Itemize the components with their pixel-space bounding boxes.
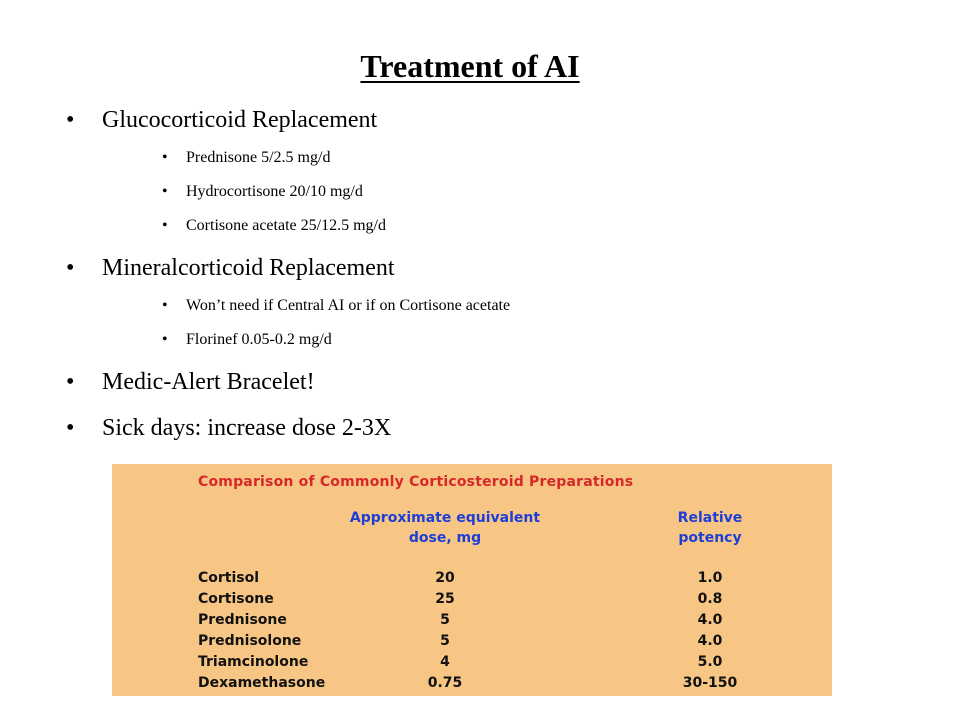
header-dose-line1: Approximate equivalent — [349, 510, 541, 526]
bullet-text: Mineralcorticoid Replacement — [102, 255, 395, 281]
cell-drug: Cortisol — [198, 570, 260, 586]
cell-dose: 4 — [440, 654, 450, 670]
cell-potency: 0.8 — [697, 591, 723, 607]
sub-bullet-text: Prednisone 5/2.5 mg/d — [186, 149, 331, 166]
cell-dose: 20 — [435, 570, 455, 586]
header-relative-potency — [630, 508, 790, 548]
cell-drug: Dexamethasone — [198, 675, 326, 691]
bullet-marker: • — [162, 331, 168, 348]
bullet-marker: • — [162, 217, 168, 234]
header-potency-line1: Relative — [677, 510, 743, 526]
table-row-cortisol — [112, 568, 832, 589]
cell-potency: 30-150 — [682, 675, 738, 691]
cell-dose: 5 — [440, 612, 450, 628]
sub-bullet-text: Florinef 0.05-0.2 mg/d — [186, 331, 332, 348]
cell-dose: 0.75 — [427, 675, 463, 691]
cell-potency: 4.0 — [697, 612, 723, 628]
cell-dose: 5 — [440, 633, 450, 649]
cell-potency: 5.0 — [697, 654, 723, 670]
bullet-marker: • — [162, 297, 168, 314]
bullet-marker: • — [66, 415, 75, 441]
cell-drug: Prednisolone — [198, 633, 302, 649]
table-row-triamcinolone — [112, 652, 832, 673]
header-dose-line2: dose, mg — [408, 530, 482, 546]
table-row-prednisolone — [112, 631, 832, 652]
sub-bullet-text: Won’t need if Central AI or if on Cortisone acetate — [186, 297, 511, 314]
cell-dose: 25 — [435, 591, 455, 607]
bullet-marker: • — [66, 107, 75, 133]
cell-potency: 4.0 — [697, 633, 723, 649]
bullet-text: Glucocorticoid Replacement — [102, 107, 378, 133]
table-row-cortisone — [112, 589, 832, 610]
cell-drug: Triamcinolone — [198, 654, 309, 670]
bullet-text: Sick days: increase dose 2-3X — [102, 415, 392, 441]
header-potency-line2: potency — [678, 530, 742, 546]
sub-bullet-text: Hydrocortisone 20/10 mg/d — [186, 183, 363, 200]
cell-drug: Cortisone — [198, 591, 274, 607]
bullet-text: Medic-Alert Bracelet! — [102, 369, 315, 395]
header-equivalent-dose — [290, 508, 600, 548]
cell-drug: Prednisone — [198, 612, 287, 628]
bullet-marker: • — [162, 149, 168, 166]
bullet-marker: • — [66, 255, 75, 281]
bullet-marker: • — [66, 369, 75, 395]
sub-bullet-text: Cortisone acetate 25/12.5 mg/d — [186, 217, 386, 234]
table-row-dexamethasone — [112, 673, 832, 694]
table-title: Comparison of Commonly Corticosteroid Preparations — [198, 474, 634, 490]
cell-potency: 1.0 — [697, 570, 723, 586]
corticosteroid-table — [112, 464, 832, 696]
bullet-marker: • — [162, 183, 168, 200]
slide-title: Treatment of AI — [360, 48, 580, 84]
table-row-prednisone — [112, 610, 832, 631]
